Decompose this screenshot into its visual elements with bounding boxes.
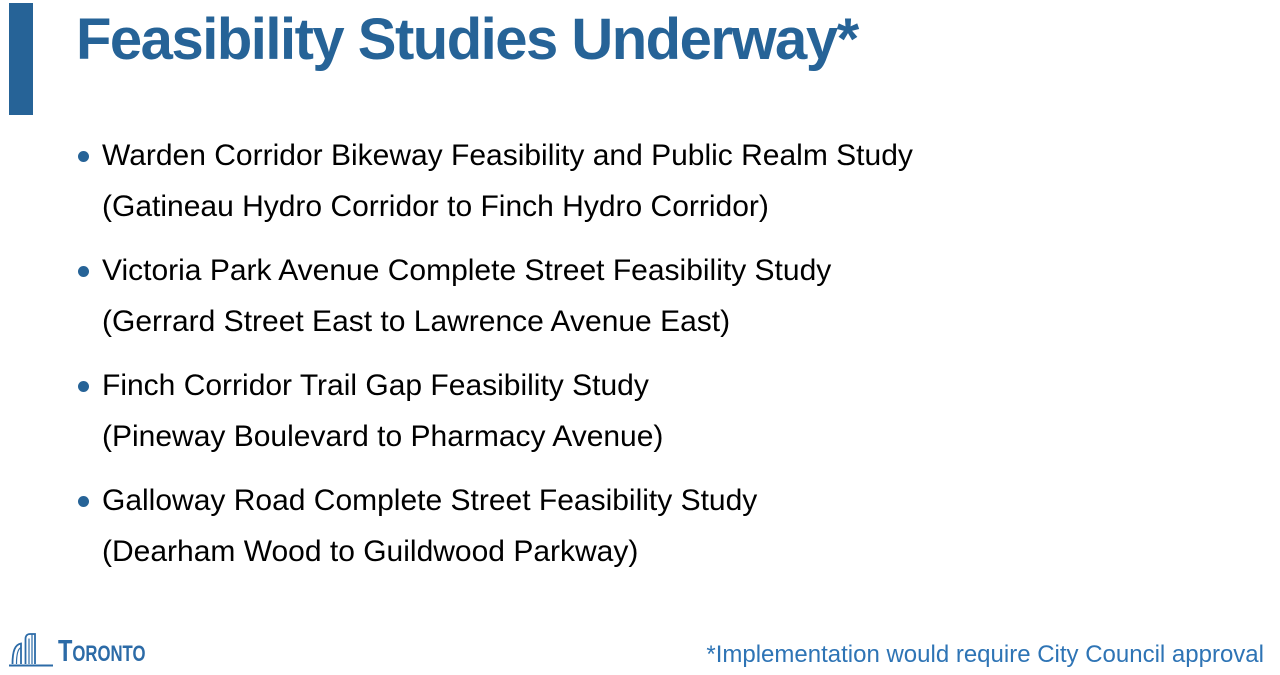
study-name: Galloway Road Complete Street Feasibility Study <box>102 484 758 517</box>
study-extent: (Gerrard Street East to Lawrence Avenue East) <box>102 305 731 338</box>
study-extent: (Gatineau Hydro Corridor to Finch Hydro Corridor) <box>102 190 769 223</box>
study-entry <box>102 360 663 462</box>
study-entry <box>102 130 913 232</box>
bullet-icon <box>78 151 89 162</box>
bullet-icon <box>78 496 89 507</box>
city-of-toronto-logo <box>8 631 173 671</box>
study-name: Victoria Park Avenue Complete Street Feasibility Study <box>102 254 832 287</box>
study-extent: (Dearham Wood to Guildwood Parkway) <box>102 535 639 568</box>
bullet-icon <box>78 381 89 392</box>
list-item <box>78 360 1250 462</box>
bullet-icon <box>78 266 89 277</box>
toronto-wordmark: Toronto <box>58 633 146 668</box>
toronto-city-hall-icon <box>8 631 54 671</box>
list-item <box>78 475 1250 577</box>
footnote: *Implementation would require City Council approval <box>706 641 1264 668</box>
title-accent-bar <box>9 3 33 115</box>
list-item <box>78 245 1250 347</box>
study-extent: (Pineway Boulevard to Pharmacy Avenue) <box>102 420 664 453</box>
study-name: Finch Corridor Trail Gap Feasibility Study <box>102 369 649 402</box>
study-entry <box>102 245 831 347</box>
list-item <box>78 130 1250 232</box>
feasibility-studies-list <box>78 130 1250 590</box>
study-entry <box>102 475 757 577</box>
study-name: Warden Corridor Bikeway Feasibility and Public Realm Study <box>102 139 913 172</box>
page-title: Feasibility Studies Underway* <box>76 7 858 72</box>
